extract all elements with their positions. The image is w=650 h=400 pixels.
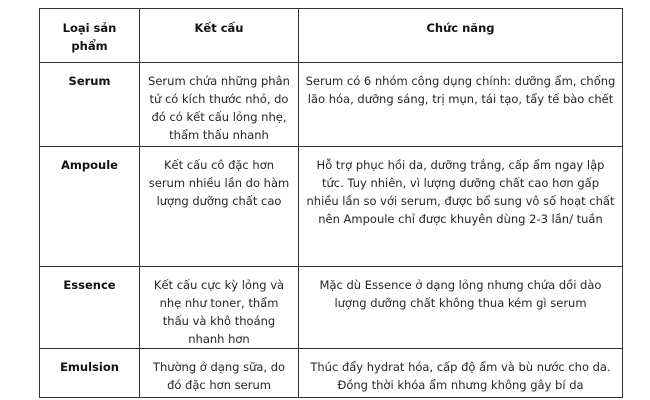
comparison-table [39, 8, 623, 398]
header-product-type: Loại sản phẩm [40, 9, 140, 63]
table-row-essence [40, 267, 623, 349]
product-texture: Serum chứa những phân tử có kích thước nhỏ, do đó có kết cấu lỏng nhẹ, thẩm thấu nhanh [140, 63, 299, 147]
product-name: Ampoule [40, 147, 140, 267]
table-row-ampoule [40, 147, 623, 267]
product-function: Mặc dù Essence ở dạng lỏng nhưng chứa dồi dào lượng dưỡng chất không thua kém gì serum [299, 267, 623, 349]
table-header-row [40, 9, 623, 63]
product-name: Essence [40, 267, 140, 349]
table-row-emulsion [40, 349, 623, 398]
header-texture: Kết cấu [140, 9, 299, 63]
header-function: Chức năng [299, 9, 623, 63]
product-function: Thúc đẩy hydrat hóa, cấp độ ẩm và bù nước cho da. Đồng thời khóa ẩm nhưng không gây bí da [299, 349, 623, 398]
product-function: Serum có 6 nhóm công dụng chính: dưỡng ẩm, chống lão hóa, dưỡng sáng, trị mụn, tái tạo, tẩy tế bào chết [299, 63, 623, 147]
product-name: Emulsion [40, 349, 140, 398]
table-row-serum [40, 63, 623, 147]
product-texture: Thường ở dạng sữa, do đó đặc hơn serum [140, 349, 299, 398]
product-function: Hỗ trợ phục hồi da, dưỡng trắng, cấp ẩm ngay lập tức. Tuy nhiên, vì lượng dưỡng chất cao hơn gấp nhiều lần so với serum, được bổ sung vô số hoạt chất nên Ampoule chỉ được khuyên dùng 2-3 lần/ tuần [299, 147, 623, 267]
product-texture: Kết cấu cực kỳ lỏng và nhẹ như toner, thẩm thấu và khô thoáng nhanh hơn [140, 267, 299, 349]
product-texture: Kết cấu cô đặc hơn serum nhiều lần do hàm lượng dưỡng chất cao [140, 147, 299, 267]
product-name: Serum [40, 63, 140, 147]
